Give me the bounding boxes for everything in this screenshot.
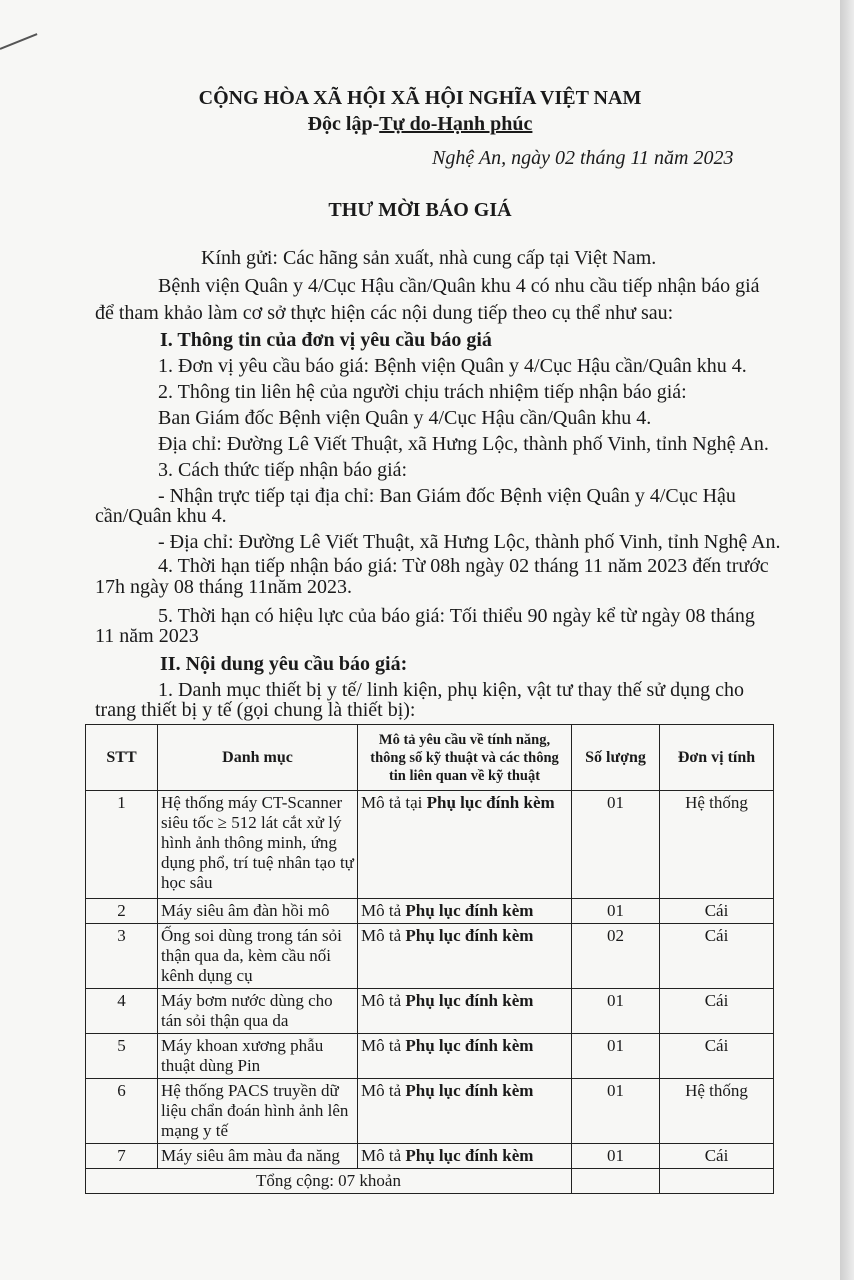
section1-line: 5. Thời hạn có hiệu lực của báo giá: Tối thiểu 90 ngày kể từ ngày 08 tháng: [158, 605, 755, 627]
row-unit: Hệ thống: [660, 1079, 774, 1144]
row-stt: 5: [86, 1034, 158, 1079]
document-title: THƯ MỜI BÁO GIÁ: [328, 199, 512, 221]
row-name: Máy khoan xương phẫu thuật dùng Pin: [158, 1034, 358, 1079]
row-stt: 4: [86, 989, 158, 1034]
republic-heading: CỘNG HÒA XÃ HỘI XÃ HỘI NGHĨA VIỆT NAM: [198, 87, 642, 109]
row-unit: Cái: [660, 1144, 774, 1169]
desc-appendix: Phụ lục đính kèm: [405, 991, 534, 1010]
row-quantity: 01: [572, 989, 660, 1034]
desc-prefix: Mô tả: [361, 901, 402, 920]
table-row: [86, 989, 774, 1034]
row-quantity: 01: [572, 1144, 660, 1169]
table-row: [86, 1079, 774, 1144]
row-name: Hệ thống máy CT-Scanner siêu tốc ≥ 512 lát cắt xử lý hình ảnh thông minh, ứng dụng phổ, trí tuệ nhân tạo tự học sâu: [158, 791, 358, 899]
section1-line: - Nhận trực tiếp tại địa chỉ: Ban Giám đốc Bệnh viện Quân y 4/Cục Hậu: [158, 485, 736, 507]
desc-appendix: Phụ lục đính kèm: [405, 1081, 534, 1100]
total-quantity-cell: [572, 1169, 660, 1194]
row-quantity: 01: [572, 1079, 660, 1144]
page-edge: [840, 0, 854, 1280]
row-name: Hệ thống PACS truyền dữ liệu chẩn đoán hình ảnh lên mạng y tế: [158, 1079, 358, 1144]
section2-heading: II. Nội dung yêu cầu báo giá:: [160, 653, 408, 675]
row-quantity: 01: [572, 791, 660, 899]
row-stt: 3: [86, 924, 158, 989]
row-stt: 6: [86, 1079, 158, 1144]
desc-prefix: Mô tả: [361, 991, 402, 1010]
desc-appendix: Phụ lục đính kèm: [405, 901, 534, 920]
table-row: [86, 791, 774, 899]
header-stt: STT: [86, 725, 158, 791]
section1-line: 11 năm 2023: [95, 625, 199, 647]
desc-appendix: Phụ lục đính kèm: [405, 1036, 534, 1055]
motto-part2: Tự do-Hạnh phúc: [379, 113, 533, 135]
row-description: [358, 1034, 572, 1079]
row-name: Máy bơm nước dùng cho tán sỏi thận qua da: [158, 989, 358, 1034]
desc-prefix: Mô tả: [361, 1081, 402, 1100]
row-unit: Cái: [660, 989, 774, 1034]
row-description: [358, 791, 572, 899]
row-unit: Cái: [660, 899, 774, 924]
row-description: [358, 899, 572, 924]
desc-appendix: Phụ lục đính kèm: [405, 926, 534, 945]
table-header-row: [86, 725, 774, 791]
row-unit: Hệ thống: [660, 791, 774, 899]
section1-heading: I. Thông tin của đơn vị yêu cầu báo giá: [160, 329, 492, 351]
section1-line: 4. Thời hạn tiếp nhận báo giá: Từ 08h ngày 02 tháng 11 năm 2023 đến trước: [158, 555, 769, 577]
row-stt: 2: [86, 899, 158, 924]
section1-line: Ban Giám đốc Bệnh viện Quân y 4/Cục Hậu cần/Quân khu 4.: [158, 407, 652, 429]
section1-line: cần/Quân khu 4.: [95, 505, 227, 527]
header-quantity: Số lượng: [572, 725, 660, 791]
pen-mark: [0, 33, 37, 50]
row-description: [358, 1079, 572, 1144]
row-quantity: 02: [572, 924, 660, 989]
motto: [0, 112, 840, 136]
desc-appendix: Phụ lục đính kèm: [405, 1146, 534, 1165]
section1-line: - Địa chỉ: Đường Lê Viết Thuật, xã Hưng Lộc, thành phố Vinh, tỉnh Nghệ An.: [158, 531, 781, 553]
equipment-table: [85, 724, 774, 1194]
intro-line-2: để tham khảo làm cơ sở thực hiện các nội dung tiếp theo cụ thể như sau:: [95, 302, 674, 324]
section1-line: Địa chỉ: Đường Lê Viết Thuật, xã Hưng Lộc, thành phố Vinh, tỉnh Nghệ An.: [158, 433, 769, 455]
row-stt: 1: [86, 791, 158, 899]
intro-line-1: Bệnh viện Quân y 4/Cục Hậu cần/Quân khu 4 có nhu cầu tiếp nhận báo giá: [158, 275, 760, 297]
row-description: [358, 1144, 572, 1169]
row-quantity: 01: [572, 899, 660, 924]
salutation: Kính gửi: Các hãng sản xuất, nhà cung cấp tại Việt Nam.: [201, 247, 657, 269]
table-row: [86, 924, 774, 989]
total-unit-cell: [660, 1169, 774, 1194]
desc-prefix: Mô tả: [361, 1146, 402, 1165]
table-row: [86, 1034, 774, 1079]
row-stt: 7: [86, 1144, 158, 1169]
desc-prefix: Mô tả: [361, 1036, 402, 1055]
table-total-row: [86, 1169, 774, 1194]
row-description: [358, 989, 572, 1034]
row-name: Ống soi dùng trong tán sỏi thận qua da, kèm cầu nối kênh dụng cụ: [158, 924, 358, 989]
section1-line: 17h ngày 08 tháng 11năm 2023.: [95, 576, 353, 598]
row-description: [358, 924, 572, 989]
place-date: Nghệ An, ngày 02 tháng 11 năm 2023: [432, 147, 734, 169]
desc-appendix: Phụ lục đính kèm: [426, 793, 555, 812]
header-description: Mô tả yêu cầu về tính năng, thông số kỹ thuật và các thông tin liên quan về kỹ thuật: [358, 725, 572, 791]
section1-line: 2. Thông tin liên hệ của người chịu trách nhiệm tiếp nhận báo giá:: [158, 381, 687, 403]
section1-line: 1. Đơn vị yêu cầu báo giá: Bệnh viện Quân y 4/Cục Hậu cần/Quân khu 4.: [158, 355, 747, 377]
total-label: Tổng cộng: 07 khoản: [86, 1169, 572, 1194]
row-name: Máy siêu âm đàn hồi mô: [158, 899, 358, 924]
header-unit: Đơn vị tính: [660, 725, 774, 791]
table-row: [86, 1144, 774, 1169]
row-unit: Cái: [660, 1034, 774, 1079]
row-name: Máy siêu âm màu đa năng: [158, 1144, 358, 1169]
table-row: [86, 899, 774, 924]
desc-prefix: Mô tả: [361, 926, 402, 945]
row-unit: Cái: [660, 924, 774, 989]
section1-line: 3. Cách thức tiếp nhận báo giá:: [158, 459, 408, 481]
desc-prefix: Mô tả tại: [361, 793, 423, 812]
row-quantity: 01: [572, 1034, 660, 1079]
section2-line: trang thiết bị y tế (gọi chung là thiết bị):: [95, 699, 416, 721]
section2-line: 1. Danh mục thiết bị y tế/ linh kiện, phụ kiện, vật tư thay thế sử dụng cho: [158, 679, 745, 701]
motto-part1: Độc lập-: [307, 113, 380, 135]
header-name: Danh mục: [158, 725, 358, 791]
